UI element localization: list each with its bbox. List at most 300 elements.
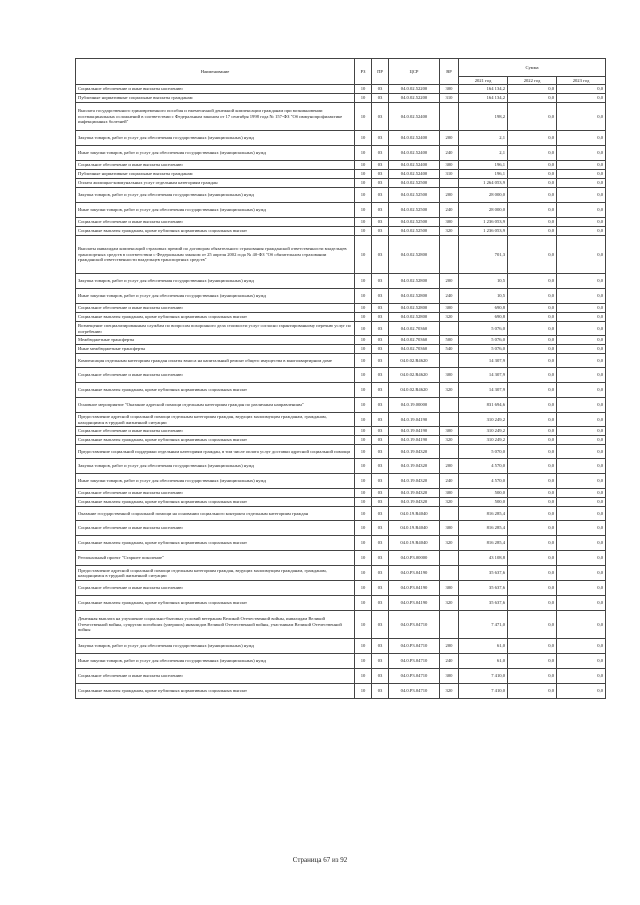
cell-name: Иные закупки товаров, работ и услуг для обеспечения государственных (муниципальных) нужд <box>76 146 355 161</box>
cell-rz: 10 <box>355 611 372 639</box>
cell-rz: 10 <box>355 131 372 146</box>
cell-y3: 0,0 <box>557 436 606 445</box>
cell-vr: 540 <box>440 345 459 354</box>
cell-csr: 04.0.02.52400 <box>389 170 440 179</box>
cell-csr: 04.0.P3.04710 <box>389 684 440 699</box>
cell-pr: 03 <box>372 383 389 398</box>
cell-rz: 10 <box>355 639 372 654</box>
cell-rz: 10 <box>355 94 372 103</box>
cell-y3: 0,0 <box>557 427 606 436</box>
cell-pr: 03 <box>372 236 389 274</box>
header-sum: Сумма <box>459 59 606 77</box>
cell-csr: 04.0.02.R4620 <box>389 383 440 398</box>
cell-y1: 1 236 053,9 <box>459 227 508 236</box>
cell-rz: 10 <box>355 669 372 684</box>
cell-y3: 0,0 <box>557 345 606 354</box>
cell-csr: 04.0.02.52500 <box>389 179 440 188</box>
cell-csr: 04.0.02.52500 <box>389 203 440 218</box>
cell-csr: 04.0.02.R4620 <box>389 354 440 368</box>
table-row <box>76 304 606 313</box>
table-row <box>76 289 606 304</box>
cell-vr: 200 <box>440 131 459 146</box>
cell-y1: 5 076,0 <box>459 336 508 345</box>
cell-y1: 310 249,2 <box>459 427 508 436</box>
cell-pr: 03 <box>372 313 389 322</box>
cell-csr: 04.0.02.52800 <box>389 236 440 274</box>
table-row <box>76 354 606 368</box>
cell-y1: 196,1 <box>459 161 508 170</box>
cell-y1: 7 410,0 <box>459 669 508 684</box>
cell-y3: 0,0 <box>557 445 606 459</box>
cell-name: Межбюджетные трансферты <box>76 336 355 345</box>
table-row <box>76 427 606 436</box>
cell-name: Выплата государственного единовременного пособия и ежемесячной денежной компенсации гражданам при возникновении поствакцинальных осложнений в соответствии с Федеральным законом от 17 сентября 1998 года № 157-ФЗ "Об иммунопрофилактике инфекционных болезней" <box>76 103 355 131</box>
cell-y1: 164 134,2 <box>459 94 508 103</box>
cell-y1: 500,0 <box>459 498 508 507</box>
cell-y2: 0,0 <box>508 654 557 669</box>
cell-pr: 03 <box>372 551 389 566</box>
table-row <box>76 459 606 474</box>
table-row <box>76 521 606 536</box>
cell-rz: 10 <box>355 161 372 170</box>
cell-y2: 0,0 <box>508 236 557 274</box>
table-row <box>76 313 606 322</box>
cell-csr: 04.0.P3.04710 <box>389 639 440 654</box>
cell-name: Иные межбюджетные трансферты <box>76 345 355 354</box>
cell-y3: 0,0 <box>557 289 606 304</box>
cell-y2: 0,0 <box>508 179 557 188</box>
cell-pr: 03 <box>372 459 389 474</box>
cell-csr: 04.0.02.52500 <box>389 188 440 203</box>
cell-y3: 0,0 <box>557 274 606 289</box>
cell-pr: 03 <box>372 161 389 170</box>
cell-rz: 10 <box>355 179 372 188</box>
cell-name: Публичные нормативные социальные выплаты гражданам <box>76 94 355 103</box>
cell-csr: 04.0.02.52400 <box>389 161 440 170</box>
cell-pr: 03 <box>372 639 389 654</box>
cell-pr: 03 <box>372 203 389 218</box>
cell-y2: 0,0 <box>508 684 557 699</box>
cell-pr: 03 <box>372 218 389 227</box>
cell-name: Социальное обеспечение и иные выплаты населению <box>76 581 355 596</box>
cell-name: Публичные нормативные социальные выплаты гражданам <box>76 170 355 179</box>
cell-vr <box>440 413 459 427</box>
cell-y3: 0,0 <box>557 146 606 161</box>
cell-vr: 300 <box>440 669 459 684</box>
cell-vr: 320 <box>440 436 459 445</box>
cell-name: Социальное обеспечение и иные выплаты населению <box>76 161 355 170</box>
table-row <box>76 498 606 507</box>
cell-pr: 03 <box>372 536 389 551</box>
cell-y2: 0,0 <box>508 611 557 639</box>
header-year-2021: 2021 год <box>459 77 508 85</box>
cell-name: Социальные выплаты гражданам, кроме публичных нормативных социальных выплат <box>76 436 355 445</box>
cell-vr: 300 <box>440 521 459 536</box>
cell-name: Социальные выплаты гражданам, кроме публичных нормативных социальных выплат <box>76 227 355 236</box>
table-row <box>76 383 606 398</box>
budget-document <box>75 58 605 699</box>
cell-pr: 03 <box>372 227 389 236</box>
cell-pr: 03 <box>372 289 389 304</box>
table-row <box>76 345 606 354</box>
table-row <box>76 170 606 179</box>
cell-y2: 0,0 <box>508 581 557 596</box>
cell-vr: 240 <box>440 654 459 669</box>
cell-rz: 10 <box>355 654 372 669</box>
cell-rz: 10 <box>355 459 372 474</box>
table-row <box>76 551 606 566</box>
cell-y2: 0,0 <box>508 383 557 398</box>
cell-csr: 04.0.02.52400 <box>389 103 440 131</box>
cell-rz: 10 <box>355 274 372 289</box>
cell-y3: 0,0 <box>557 684 606 699</box>
cell-pr: 03 <box>372 596 389 611</box>
cell-name: Компенсация отдельным категориям граждан оплаты взноса на капитальный ремонт общего имущества в многоквартирном доме <box>76 354 355 368</box>
cell-pr: 03 <box>372 94 389 103</box>
cell-rz: 10 <box>355 436 372 445</box>
cell-name: Иные закупки товаров, работ и услуг для обеспечения государственных (муниципальных) нужд <box>76 474 355 489</box>
table-row <box>76 654 606 669</box>
cell-pr: 03 <box>372 445 389 459</box>
cell-vr <box>440 551 459 566</box>
cell-csr: 04.0.19.04190 <box>389 436 440 445</box>
cell-rz: 10 <box>355 345 372 354</box>
budget-table <box>75 58 606 699</box>
cell-rz: 10 <box>355 427 372 436</box>
cell-name: Социальное обеспечение и иные выплаты населению <box>76 521 355 536</box>
cell-csr: 04.0.02.52400 <box>389 146 440 161</box>
cell-pr: 03 <box>372 413 389 427</box>
cell-name: Социальное обеспечение и иные выплаты населению <box>76 368 355 383</box>
cell-vr: 500 <box>440 336 459 345</box>
cell-y2: 0,0 <box>508 474 557 489</box>
table-row <box>76 639 606 654</box>
table-row <box>76 445 606 459</box>
cell-y1: 14 307,9 <box>459 368 508 383</box>
cell-y3: 0,0 <box>557 179 606 188</box>
cell-vr: 300 <box>440 304 459 313</box>
cell-y3: 0,0 <box>557 313 606 322</box>
cell-y1: 10,5 <box>459 289 508 304</box>
cell-csr: 04.0.02.52500 <box>389 227 440 236</box>
cell-rz: 10 <box>355 551 372 566</box>
cell-y3: 0,0 <box>557 536 606 551</box>
table-row <box>76 161 606 170</box>
cell-name: Иные закупки товаров, работ и услуг для обеспечения государственных (муниципальных) нужд <box>76 654 355 669</box>
cell-y1: 816 285,4 <box>459 507 508 521</box>
cell-vr: 320 <box>440 498 459 507</box>
cell-vr: 300 <box>440 85 459 94</box>
cell-y3: 0,0 <box>557 611 606 639</box>
header-csr: ЦСР <box>389 59 440 85</box>
cell-rz: 10 <box>355 581 372 596</box>
table-row <box>76 188 606 203</box>
cell-y2: 0,0 <box>508 85 557 94</box>
cell-csr: 04.0.P3.00000 <box>389 551 440 566</box>
cell-y1: 1 264 053,9 <box>459 179 508 188</box>
cell-y3: 0,0 <box>557 170 606 179</box>
cell-name: Социальное обеспечение и иные выплаты населению <box>76 669 355 684</box>
cell-csr: 04.0.P3.04190 <box>389 566 440 581</box>
cell-name: Региональный проект "Старшее поколение" <box>76 551 355 566</box>
cell-y1: 500,0 <box>459 489 508 498</box>
table-row <box>76 336 606 345</box>
cell-vr: 310 <box>440 94 459 103</box>
cell-y3: 0,0 <box>557 474 606 489</box>
cell-csr: 04.0.02.52200 <box>389 85 440 94</box>
cell-csr: 04.0.02.70360 <box>389 322 440 336</box>
table-row <box>76 274 606 289</box>
cell-pr: 03 <box>372 474 389 489</box>
cell-csr: 04.0.19.04320 <box>389 459 440 474</box>
cell-csr: 04.0.02.52800 <box>389 289 440 304</box>
cell-vr: 240 <box>440 146 459 161</box>
cell-y2: 0,0 <box>508 427 557 436</box>
cell-y2: 0,0 <box>508 289 557 304</box>
cell-y3: 0,0 <box>557 669 606 684</box>
cell-y2: 0,0 <box>508 354 557 368</box>
cell-csr: 04.0.P3.04710 <box>389 669 440 684</box>
cell-csr: 04.0.02.70360 <box>389 345 440 354</box>
cell-pr: 03 <box>372 188 389 203</box>
cell-y3: 0,0 <box>557 459 606 474</box>
cell-rz: 10 <box>355 188 372 203</box>
table-row <box>76 322 606 336</box>
cell-y1: 2,1 <box>459 131 508 146</box>
cell-pr: 03 <box>372 170 389 179</box>
cell-y1: 7 410,0 <box>459 684 508 699</box>
cell-csr: 04.0.02.52800 <box>389 313 440 322</box>
table-row <box>76 103 606 131</box>
table-row <box>76 611 606 639</box>
cell-y1: 61,0 <box>459 639 508 654</box>
cell-y2: 0,0 <box>508 445 557 459</box>
cell-csr: 04.0.P3.04710 <box>389 654 440 669</box>
cell-rz: 10 <box>355 521 372 536</box>
cell-pr: 03 <box>372 611 389 639</box>
cell-y1: 196,1 <box>459 170 508 179</box>
cell-csr: 04.0.02.52400 <box>389 131 440 146</box>
cell-y2: 0,0 <box>508 322 557 336</box>
cell-vr <box>440 322 459 336</box>
cell-rz: 10 <box>355 474 372 489</box>
cell-y1: 35 637,6 <box>459 566 508 581</box>
cell-rz: 10 <box>355 354 372 368</box>
cell-csr: 04.0.P3.04710 <box>389 611 440 639</box>
cell-name: Социальное обеспечение и иные выплаты населению <box>76 85 355 94</box>
cell-name: Социальные выплаты гражданам, кроме публичных нормативных социальных выплат <box>76 313 355 322</box>
table-row <box>76 536 606 551</box>
cell-y3: 0,0 <box>557 639 606 654</box>
cell-y2: 0,0 <box>508 218 557 227</box>
cell-y2: 0,0 <box>508 304 557 313</box>
cell-y3: 0,0 <box>557 489 606 498</box>
cell-y2: 0,0 <box>508 336 557 345</box>
cell-y1: 5 070,0 <box>459 445 508 459</box>
cell-csr: 04.0.19.04320 <box>389 489 440 498</box>
cell-rz: 10 <box>355 413 372 427</box>
cell-pr: 03 <box>372 322 389 336</box>
cell-y2: 0,0 <box>508 131 557 146</box>
cell-rz: 10 <box>355 566 372 581</box>
cell-rz: 10 <box>355 507 372 521</box>
cell-y2: 0,0 <box>508 566 557 581</box>
cell-y3: 0,0 <box>557 354 606 368</box>
cell-y2: 0,0 <box>508 170 557 179</box>
cell-y3: 0,0 <box>557 398 606 413</box>
cell-name: Социальное обеспечение и иные выплаты населению <box>76 304 355 313</box>
cell-y2: 0,0 <box>508 103 557 131</box>
cell-pr: 03 <box>372 684 389 699</box>
cell-y3: 0,0 <box>557 498 606 507</box>
cell-rz: 10 <box>355 313 372 322</box>
cell-rz: 10 <box>355 596 372 611</box>
table-row <box>76 507 606 521</box>
cell-csr: 04.0.02.52800 <box>389 304 440 313</box>
cell-y3: 0,0 <box>557 161 606 170</box>
cell-pr: 03 <box>372 498 389 507</box>
cell-y3: 0,0 <box>557 188 606 203</box>
cell-name: Закупка товаров, работ и услуг для обеспечения государственных (муниципальных) нужд <box>76 639 355 654</box>
cell-vr: 200 <box>440 274 459 289</box>
cell-rz: 10 <box>355 536 372 551</box>
cell-vr <box>440 398 459 413</box>
cell-y1: 701,3 <box>459 236 508 274</box>
cell-pr: 03 <box>372 436 389 445</box>
cell-csr: 04.0.19.R4040 <box>389 521 440 536</box>
table-row <box>76 236 606 274</box>
cell-y1: 4 570,0 <box>459 459 508 474</box>
cell-rz: 10 <box>355 398 372 413</box>
cell-rz: 10 <box>355 489 372 498</box>
cell-y1: 4 570,0 <box>459 474 508 489</box>
cell-rz: 10 <box>355 236 372 274</box>
cell-y2: 0,0 <box>508 368 557 383</box>
cell-vr: 320 <box>440 596 459 611</box>
header-year-2023: 2023 год <box>557 77 606 85</box>
cell-y1: 310 249,2 <box>459 413 508 427</box>
cell-csr: 04.0.P3.04190 <box>389 596 440 611</box>
cell-y3: 0,0 <box>557 596 606 611</box>
cell-rz: 10 <box>355 368 372 383</box>
cell-name: Оказание государственной социальной помощи на основании социального контракта отдельным категориям граждан <box>76 507 355 521</box>
cell-rz: 10 <box>355 383 372 398</box>
cell-y2: 0,0 <box>508 536 557 551</box>
table-row <box>76 179 606 188</box>
cell-y2: 0,0 <box>508 507 557 521</box>
header-pr: ПР <box>372 59 389 85</box>
cell-rz: 10 <box>355 336 372 345</box>
cell-pr: 03 <box>372 146 389 161</box>
cell-y3: 0,0 <box>557 131 606 146</box>
cell-pr: 03 <box>372 85 389 94</box>
cell-vr <box>440 103 459 131</box>
table-row <box>76 474 606 489</box>
cell-y3: 0,0 <box>557 507 606 521</box>
table-row <box>76 146 606 161</box>
cell-y2: 0,0 <box>508 669 557 684</box>
cell-y2: 0,0 <box>508 521 557 536</box>
cell-csr: 04.0.02.52500 <box>389 218 440 227</box>
cell-name: Закупка товаров, работ и услуг для обеспечения государственных (муниципальных) нужд <box>76 459 355 474</box>
cell-y2: 0,0 <box>508 161 557 170</box>
cell-pr: 03 <box>372 274 389 289</box>
cell-vr: 320 <box>440 684 459 699</box>
cell-y1: 14 307,9 <box>459 383 508 398</box>
cell-y1: 164 134,2 <box>459 85 508 94</box>
cell-name: Социальные выплаты гражданам, кроме публичных нормативных социальных выплат <box>76 684 355 699</box>
cell-vr <box>440 179 459 188</box>
cell-vr <box>440 566 459 581</box>
header-vr: ВР <box>440 59 459 85</box>
cell-y3: 0,0 <box>557 566 606 581</box>
cell-y1: 10,5 <box>459 274 508 289</box>
cell-pr: 03 <box>372 354 389 368</box>
cell-pr: 03 <box>372 336 389 345</box>
cell-vr: 300 <box>440 581 459 596</box>
cell-y3: 0,0 <box>557 85 606 94</box>
cell-y1: 5 076,0 <box>459 345 508 354</box>
cell-y2: 0,0 <box>508 413 557 427</box>
cell-csr: 04.0.P3.04190 <box>389 581 440 596</box>
table-row <box>76 669 606 684</box>
cell-y2: 0,0 <box>508 398 557 413</box>
cell-name: Оплата жилищно-коммунальных услуг отдельным категориям граждан <box>76 179 355 188</box>
cell-y3: 0,0 <box>557 581 606 596</box>
page-number: Страница 67 из 92 <box>292 856 348 864</box>
cell-y1: 35 637,6 <box>459 581 508 596</box>
cell-y1: 28 000,0 <box>459 203 508 218</box>
header-rz: РЗ <box>355 59 372 85</box>
cell-y2: 0,0 <box>508 227 557 236</box>
cell-csr: 04.0.02.52200 <box>389 94 440 103</box>
cell-name: Основное мероприятие "Оказание адресной помощи отдельным категориям граждан по различным направлениям" <box>76 398 355 413</box>
cell-y2: 0,0 <box>508 203 557 218</box>
cell-pr: 03 <box>372 345 389 354</box>
cell-y3: 0,0 <box>557 94 606 103</box>
table-row <box>76 436 606 445</box>
cell-pr: 03 <box>372 368 389 383</box>
table-row <box>76 684 606 699</box>
cell-name: Социальное обеспечение и иные выплаты населению <box>76 427 355 436</box>
table-row <box>76 566 606 581</box>
cell-vr: 310 <box>440 170 459 179</box>
cell-vr <box>440 354 459 368</box>
cell-y3: 0,0 <box>557 304 606 313</box>
cell-y3: 0,0 <box>557 203 606 218</box>
cell-vr: 200 <box>440 459 459 474</box>
cell-vr <box>440 236 459 274</box>
cell-pr: 03 <box>372 131 389 146</box>
cell-csr: 04.0.19.00000 <box>389 398 440 413</box>
cell-csr: 04.0.19.04190 <box>389 413 440 427</box>
cell-pr: 03 <box>372 398 389 413</box>
cell-pr: 03 <box>372 654 389 669</box>
header-year-2022: 2022 год <box>508 77 557 85</box>
cell-name: Предоставление адресной социальной помощи отдельным категориям граждан, ведущих малоимущим гражданам, гражданам, находящимся в трудной жизненной ситуации <box>76 413 355 427</box>
cell-vr <box>440 507 459 521</box>
cell-name: Иные закупки товаров, работ и услуг для обеспечения государственных (муниципальных) нужд <box>76 289 355 304</box>
cell-y1: 7 471,0 <box>459 611 508 639</box>
cell-csr: 04.0.19.04320 <box>389 474 440 489</box>
cell-name: Социальное обеспечение и иные выплаты населению <box>76 218 355 227</box>
cell-y1: 43 108,8 <box>459 551 508 566</box>
cell-y2: 0,0 <box>508 274 557 289</box>
cell-y3: 0,0 <box>557 322 606 336</box>
cell-pr: 03 <box>372 521 389 536</box>
cell-pr: 03 <box>372 669 389 684</box>
cell-vr: 300 <box>440 218 459 227</box>
